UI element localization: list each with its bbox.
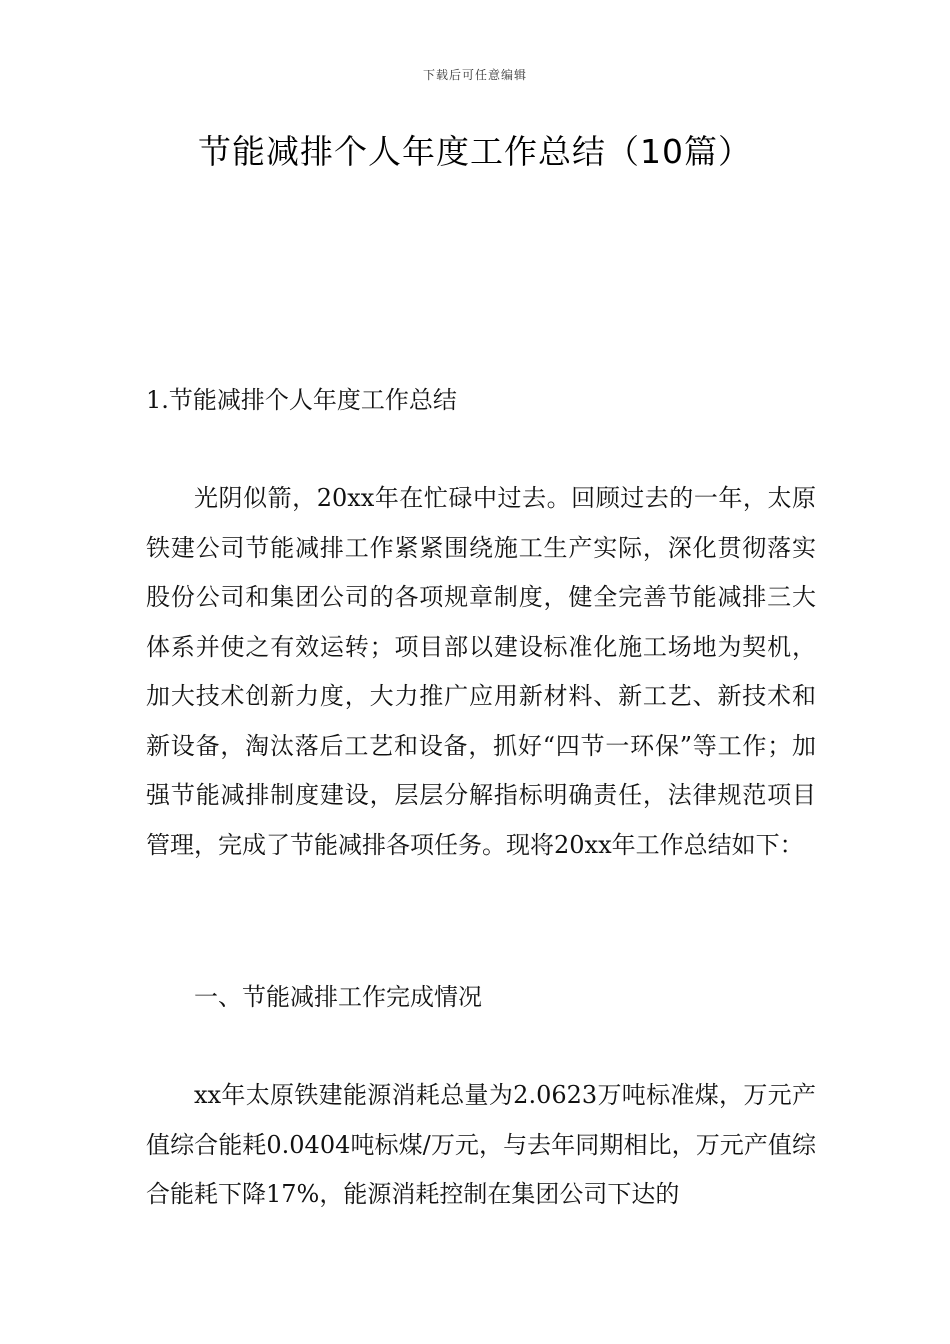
subsection-heading: 一、节能减排工作完成情况 <box>194 983 482 1011</box>
energy-paragraph: xx年太原铁建能源消耗总量为2.0623万吨标准煤，万元产值综合能耗0.0404吨标煤/万元，与去年同期相比，万元产值综合能耗下降17%，能源消耗控制在集团公司下达的 <box>146 1081 816 1208</box>
intro-paragraph: 光阴似箭，20xx年在忙碌中过去。回顾过去的一年，太原铁建公司节能减排工作紧紧围绕施工生产实际，深化贯彻落实股份公司和集团公司的各项规章制度，健全完善节能减排三大体系并使之有效运转；项目部以建设标准化施工场地为契机，加大技术创新力度，大力推广应用新材料、新工艺、新技术和新设备，淘汰落后工艺和设备，抓好“四节一环保”等工作；加强节能减排制度建设，层层分解指标明确责任，法律规范项目管理，完成了节能减排各项任务。现将20xx年工作总结如下： <box>146 484 816 859</box>
document-title: 节能减排个人年度工作总结（10篇） <box>198 132 752 171</box>
header-note: 下载后可任意编辑 <box>422 68 527 82</box>
section-heading: 1.节能减排个人年度工作总结 <box>146 386 457 414</box>
